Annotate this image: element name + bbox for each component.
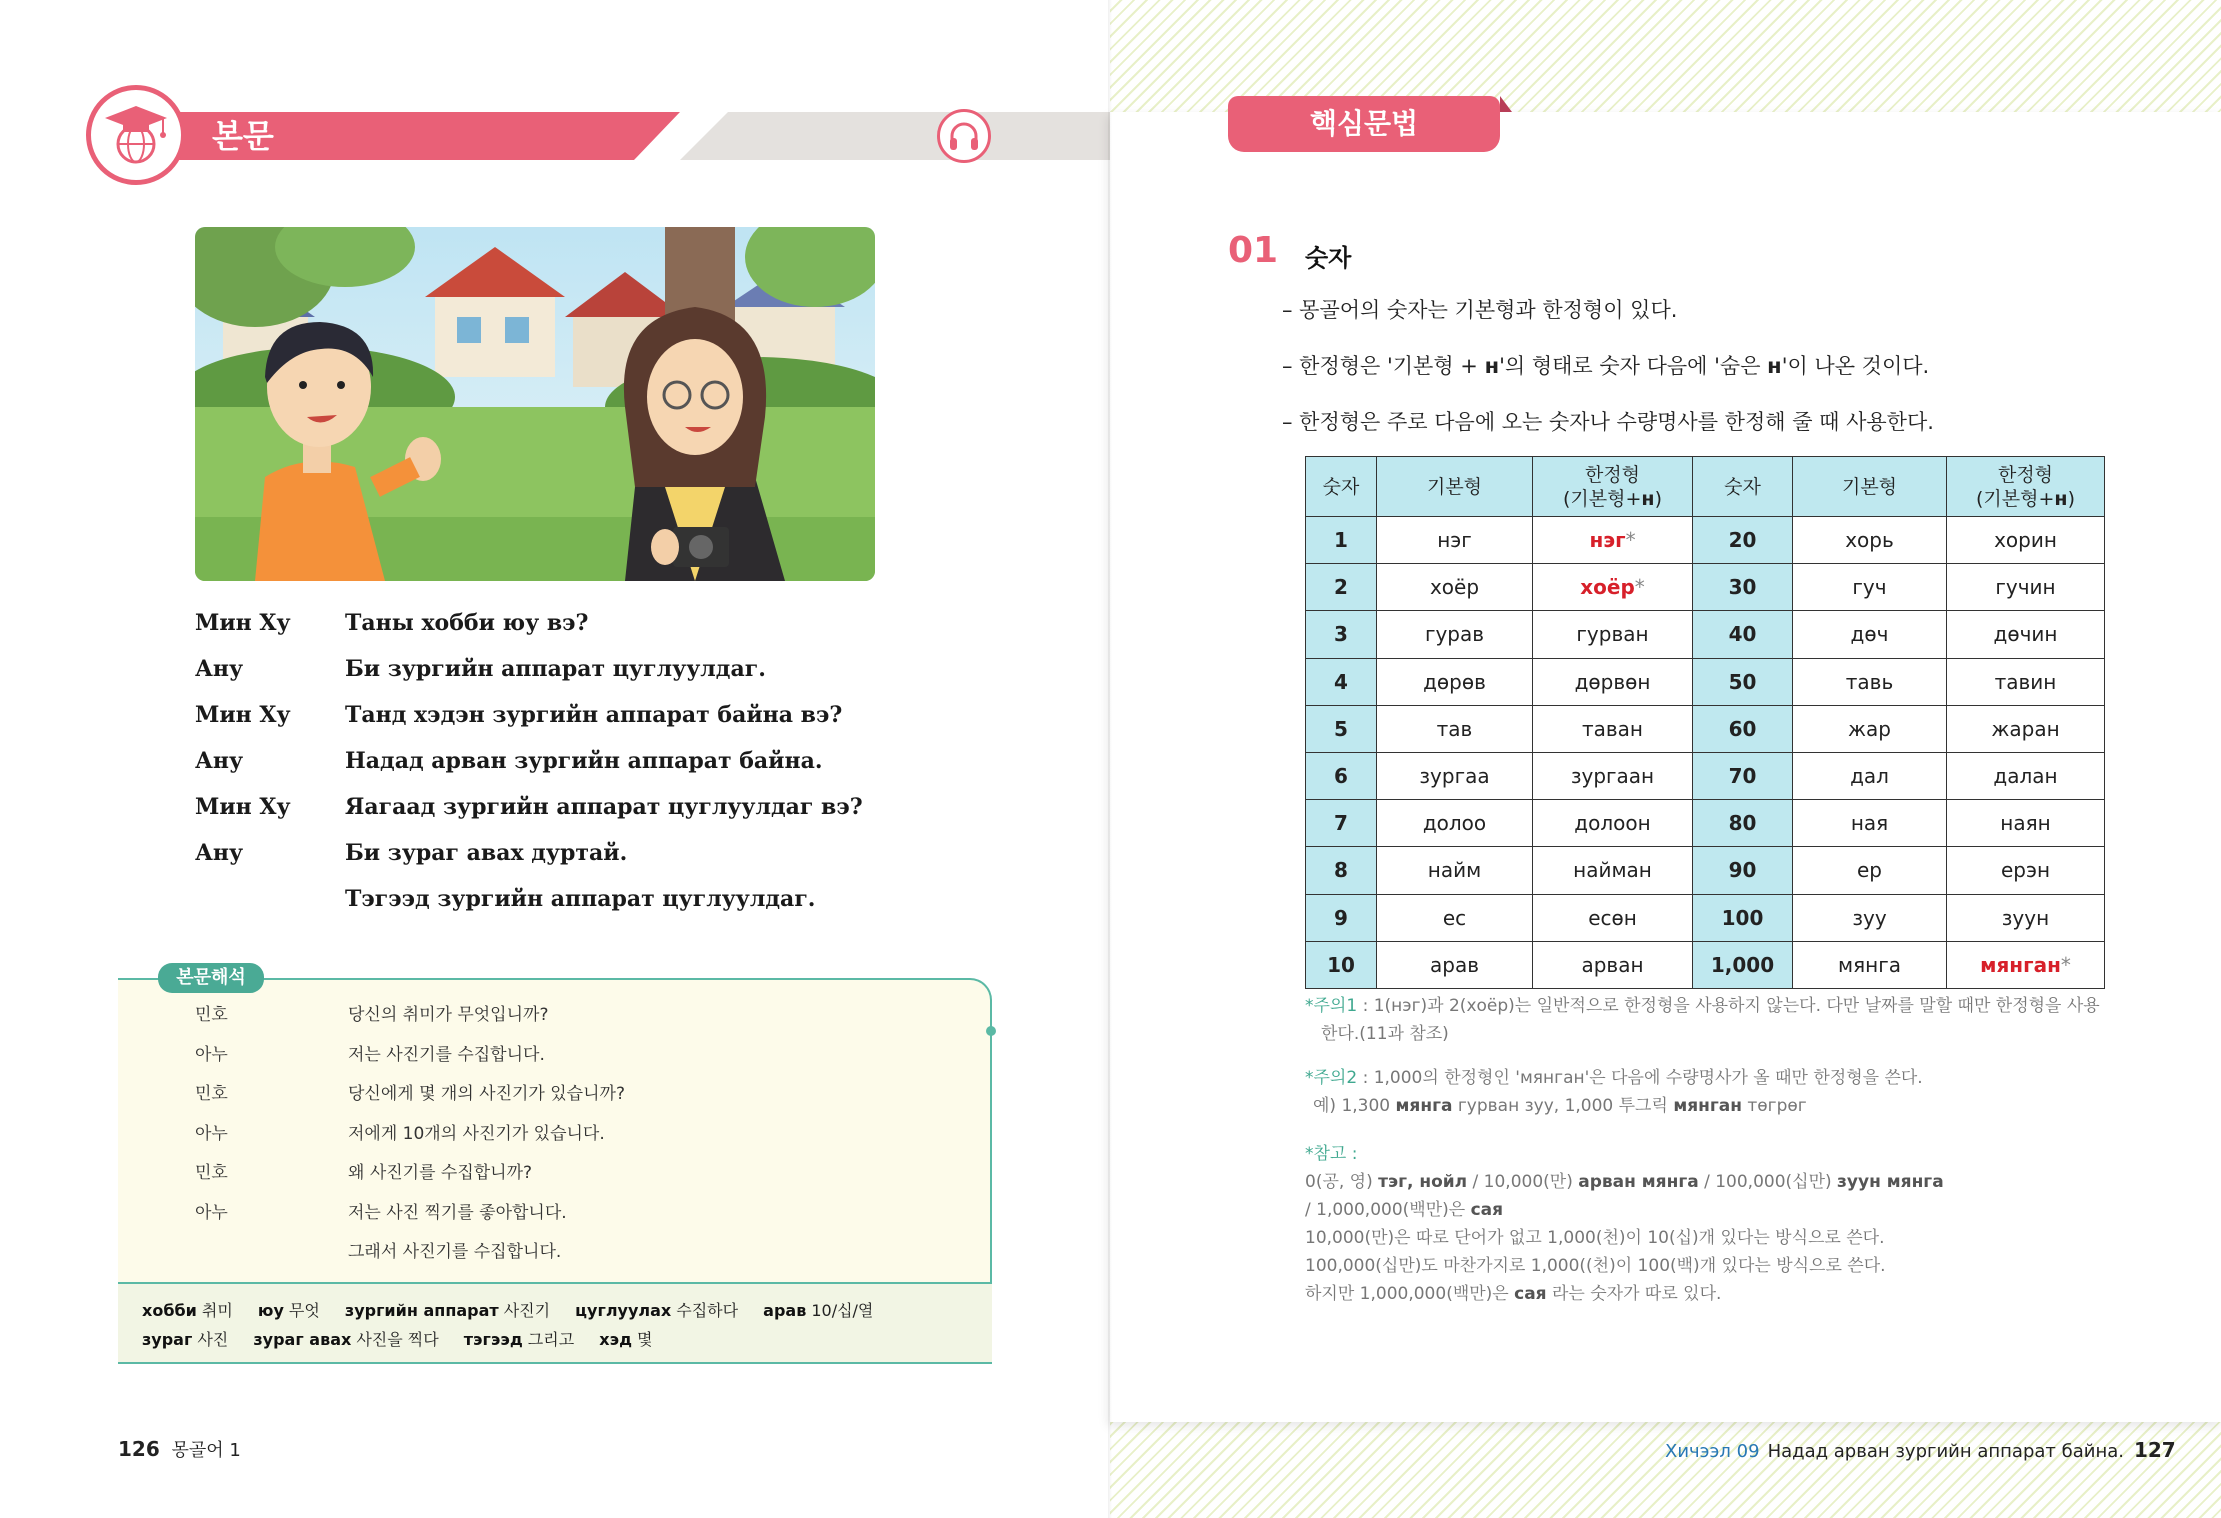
ref-text: / 10,000(만) [1467, 1172, 1579, 1192]
cell-limited: зургаан [1533, 752, 1693, 799]
header-limited-line2 [1976, 488, 2075, 510]
vocab-word: зураг авах [253, 1330, 352, 1349]
cell-limited: есөн [1533, 894, 1693, 941]
translation-row [195, 1036, 975, 1076]
grammar-bullet [1282, 350, 1929, 380]
vocab-item [345, 1301, 550, 1320]
vocab-meaning: 수집하다 [676, 1301, 739, 1320]
cell-limited: далан [1947, 752, 2105, 799]
dialogue-line: Танд хэдэн зургийн аппарат байна вэ? [345, 702, 843, 728]
dialogue-speaker: Мин Ху [195, 794, 291, 820]
reference-note [1305, 1140, 2105, 1308]
note-2-example [1305, 1096, 1807, 1116]
bullet-bold: н [1767, 354, 1782, 378]
cell-number: 70 [1693, 752, 1793, 799]
translation-line: 당신의 취미가 무엇입니까? [348, 1005, 549, 1025]
page-footer-right [1665, 1438, 2176, 1462]
translation-row [195, 996, 975, 1036]
cell-number: 9 [1306, 894, 1377, 941]
banner-gray-strip [680, 112, 1110, 160]
vocab-meaning: 취미 [201, 1301, 233, 1320]
cell-limited-value: хоёр [1580, 575, 1635, 600]
ref-text: 0(공, 영) [1305, 1172, 1379, 1192]
header-limited-post: ) [2067, 487, 2075, 510]
cell-limited: долоон [1533, 800, 1693, 847]
translation-speaker: 민호 [195, 1163, 228, 1183]
dialogue-row [195, 784, 895, 830]
note-2-ex-bold: мянга [1395, 1096, 1453, 1116]
note-2 [1305, 1064, 2105, 1120]
cell-limited: ерэн [1947, 847, 2105, 894]
table-row [1306, 658, 2105, 705]
translation-speaker: 아누 [195, 1202, 228, 1223]
translation-line: 저는 사진 찍기를 좋아합니다. [348, 1202, 567, 1223]
dialogue-line: Таны хобби юу вэ? [345, 610, 589, 636]
vocab-word: зураг [142, 1330, 193, 1349]
table-row [1306, 517, 2105, 564]
ref-text: / 100,000(십만) [1698, 1172, 1838, 1192]
bullet-text: – 몽골어의 숫자는 기본형과 한정형이 있다. [1282, 298, 1678, 322]
vocab-word: тэгээд [463, 1330, 523, 1349]
table-row [1306, 847, 2105, 894]
dialogue-speaker: Мин Ху [195, 610, 291, 636]
cell-number: 3 [1306, 611, 1377, 658]
translation-row [195, 1115, 975, 1155]
header-limited-post: ) [1654, 487, 1662, 510]
cell-number: 4 [1306, 658, 1377, 705]
vocab-meaning: 몇 [637, 1330, 653, 1349]
ref-text: / 1,000,000(백만)은 [1305, 1200, 1471, 1220]
vocab-word: хэд [599, 1330, 632, 1349]
cell-number: 90 [1693, 847, 1793, 894]
vocab-item [142, 1301, 233, 1320]
translation-line: 저에게 10개의 사진기가 있습니다. [348, 1123, 605, 1144]
note-2-ex-bold: мянган [1673, 1096, 1742, 1116]
vocab-item [599, 1330, 652, 1349]
dialogue-line: Би зураг авах дуртай. [345, 840, 628, 866]
vocab-meaning: 사진을 찍다 [356, 1330, 439, 1349]
table-row [1306, 800, 2105, 847]
translation-speaker [195, 1233, 348, 1273]
vocab-item [763, 1301, 873, 1320]
note-2-label: *주의2 [1305, 1068, 1358, 1088]
cell-number: 1,000 [1693, 941, 1793, 988]
cell-base: ная [1793, 800, 1947, 847]
dialogue-speaker: Ану [195, 840, 244, 866]
dialogue-row [195, 692, 895, 738]
dialogue-speaker: Ану [195, 656, 244, 682]
bullet-text: '의 형태로 숫자 다음에 '숨은 [1499, 354, 1768, 378]
section-banner [120, 112, 680, 160]
vocabulary-line [142, 1296, 968, 1325]
cell-base: зургаа [1377, 752, 1533, 799]
dialogue-illustration [195, 227, 875, 581]
header-limited-pre: (기본형+ [1976, 487, 2055, 510]
translation-speaker: 민호 [195, 1005, 228, 1025]
ref-bold: сая [1470, 1200, 1504, 1220]
cell-number: 30 [1693, 564, 1793, 611]
translation-tag: 본문해석 [158, 963, 264, 993]
table-body [1306, 517, 2105, 989]
dialogue-block [195, 600, 895, 922]
vocab-item [142, 1330, 228, 1349]
cell-base: хорь [1793, 517, 1947, 564]
vocab-item [575, 1301, 738, 1320]
vocab-item [253, 1330, 438, 1349]
vocab-word: зургийн аппарат [344, 1301, 499, 1320]
header-base: 기본형 [1793, 457, 1947, 517]
cell-base: дал [1793, 752, 1947, 799]
ref-text: 라는 숫자가 따로 있다. [1546, 1284, 1722, 1304]
translation-line: 당신에게 몇 개의 사진기가 있습니까? [348, 1084, 625, 1104]
vocab-word: цуглуулах [575, 1301, 672, 1320]
vocabulary-line [142, 1325, 968, 1354]
dialogue-row [195, 646, 895, 692]
note-2-text: : 1,000의 한정형인 'мянган'은 다음에 수량명사가 올 때만 한정형을 쓴다. [1357, 1068, 1923, 1088]
cell-base: зуу [1793, 894, 1947, 941]
note-1-text: : 1(нэг)과 2(хоёр)는 일반적으로 한정형을 사용하지 않는다. 다만 날짜를 말할 때만 한정형을 사용 [1357, 996, 2100, 1016]
cell-number: 10 [1306, 941, 1377, 988]
bullet-text: '이 나온 것이다. [1781, 354, 1930, 378]
cell-number: 20 [1693, 517, 1793, 564]
section-number: 01 [1228, 230, 1279, 271]
header-limited [1533, 457, 1693, 517]
translation-line: 저는 사진기를 수집합니다. [348, 1044, 545, 1065]
table-row [1306, 611, 2105, 658]
cell-number: 80 [1693, 800, 1793, 847]
ref-bold: тэг, нойл [1378, 1172, 1468, 1192]
dialogue-line: Яагаад зургийн аппарат цуглуулдаг вэ? [345, 794, 863, 820]
note-1-label: *주의1 [1305, 996, 1358, 1016]
table-row [1306, 705, 2105, 752]
dialogue-row [195, 738, 895, 784]
cell-limited: хорин [1947, 517, 2105, 564]
cell-base: долоо [1377, 800, 1533, 847]
cell-number: 8 [1306, 847, 1377, 894]
cell-base: тав [1377, 705, 1533, 752]
dialogue-line: Би зургийн аппарат цуглуулдаг. [345, 656, 766, 682]
ref-bold: арван мянга [1578, 1172, 1699, 1192]
cell-limited: жаран [1947, 705, 2105, 752]
dialogue-speaker [195, 876, 345, 922]
translation-speaker: 아누 [195, 1044, 228, 1065]
header-limited-pre: (기본형+ [1563, 487, 1642, 510]
core-grammar-tab: 핵심문법 [1228, 96, 1500, 152]
ref-bold: сая [1514, 1284, 1547, 1304]
table-row [1306, 752, 2105, 799]
vocab-meaning: 사진기 [503, 1301, 551, 1320]
note-2-ex-mid: гурван зуу, 1,000 투그릭 [1452, 1096, 1674, 1116]
cell-base: дөч [1793, 611, 1947, 658]
header-limited-line2 [1563, 488, 1662, 510]
book-spine [1108, 0, 1112, 1518]
cell-limited: арван [1533, 941, 1693, 988]
header-number: 숫자 [1693, 457, 1793, 517]
ref-bold: зуун мянга [1837, 1172, 1944, 1192]
asterisk-mark: * [2060, 952, 2071, 977]
note-1 [1305, 992, 2105, 1048]
table-row [1306, 564, 2105, 611]
note-2-ex-post: төгрөг [1741, 1096, 1807, 1116]
cell-limited: гурван [1533, 611, 1693, 658]
header-limited-bold: н [1641, 487, 1655, 510]
vocab-meaning: 10/십/열 [811, 1301, 874, 1320]
translation-row [195, 1233, 975, 1273]
cell-limited [1533, 517, 1693, 564]
header-number: 숫자 [1306, 457, 1377, 517]
vocab-item [258, 1301, 320, 1320]
dialogue-row [195, 830, 895, 876]
vocab-word: арав [763, 1301, 807, 1320]
dialogue-line: Тэгээд зургийн аппарат цуглуулдаг. [345, 886, 816, 912]
note-2-ex-pre: 예) 1,300 [1313, 1096, 1396, 1116]
cell-number: 6 [1306, 752, 1377, 799]
cell-limited: тавин [1947, 658, 2105, 705]
cell-limited: гучин [1947, 564, 2105, 611]
section-title: 숫자 [1305, 244, 1352, 272]
cell-base: нэг [1377, 517, 1533, 564]
bullet-text: – 한정형은 주로 다음에 오는 숫자나 수량명사를 한정해 줄 때 사용한다. [1282, 410, 1934, 434]
cell-limited: зуун [1947, 894, 2105, 941]
cell-base: гурав [1377, 611, 1533, 658]
book-title: 몽골어 1 [171, 1440, 241, 1461]
cell-limited: найман [1533, 847, 1693, 894]
page-footer-left [118, 1436, 241, 1462]
vocabulary-box [118, 1282, 992, 1364]
cell-base: тавь [1793, 658, 1947, 705]
cell-limited: таван [1533, 705, 1693, 752]
grammar-bullet [1282, 406, 1934, 436]
footer-title: Надад арван зургийн аппарат байна. [1767, 1441, 2124, 1462]
page-number-right: 127 [2133, 1438, 2176, 1462]
vocab-meaning: 그리고 [527, 1330, 575, 1349]
cell-number: 5 [1306, 705, 1377, 752]
dialogue-speaker: Ану [195, 748, 244, 774]
bullet-bold: н [1484, 354, 1500, 378]
bullet-text: – 한정형은 '기본형 + [1282, 354, 1485, 378]
cell-limited-value: мянган [1980, 952, 2061, 977]
dialogue-speaker: Мин Ху [195, 702, 291, 728]
dialogue-line: Надад арван зургийн аппарат байна. [345, 748, 823, 774]
ref-text: 하지만 1,000,000(백만)은 [1305, 1284, 1515, 1304]
grammar-bullet [1282, 294, 1677, 324]
cell-limited: наян [1947, 800, 2105, 847]
translation-row [195, 1154, 975, 1194]
cell-base: арав [1377, 941, 1533, 988]
cell-limited-value: нэг [1589, 528, 1626, 553]
translation-speaker: 아누 [195, 1123, 228, 1144]
translation-row [195, 1194, 975, 1234]
cell-base: гуч [1793, 564, 1947, 611]
page-number-left: 126 [118, 1437, 160, 1461]
vocab-word: юу [257, 1301, 284, 1320]
number-table [1305, 456, 2105, 989]
banner-title: 본문 [212, 117, 274, 155]
cell-base: дөрөв [1377, 658, 1533, 705]
vocab-meaning: 사진 [197, 1330, 229, 1349]
cell-number: 40 [1693, 611, 1793, 658]
cell-number: 2 [1306, 564, 1377, 611]
footer-lesson: Хичээл 09 [1665, 1441, 1760, 1462]
graduation-cap-icon [86, 85, 186, 185]
cell-number: 7 [1306, 800, 1377, 847]
cell-number: 100 [1693, 894, 1793, 941]
translation-box-dot [986, 1026, 996, 1036]
translation-row [195, 1075, 975, 1115]
translation-line: 왜 사진기를 수집합니까? [348, 1163, 533, 1183]
header-limited [1947, 457, 2105, 517]
reference-label: *참고 [1305, 1144, 1347, 1164]
reference-colon: : [1346, 1144, 1358, 1164]
left-page [0, 0, 1110, 1518]
cell-base: хоёр [1377, 564, 1533, 611]
cell-base: жар [1793, 705, 1947, 752]
cell-number: 1 [1306, 517, 1377, 564]
translation-rows [195, 996, 975, 1273]
dialogue-row [195, 600, 895, 646]
asterisk-mark: * [1625, 528, 1636, 553]
translation-speaker: 민호 [195, 1084, 228, 1104]
vocab-item [464, 1330, 574, 1349]
cell-limited [1533, 564, 1693, 611]
table-row [1306, 894, 2105, 941]
cell-limited: дөчин [1947, 611, 2105, 658]
table-header-row [1306, 457, 2105, 517]
asterisk-mark: * [1634, 575, 1645, 600]
headphones-icon[interactable] [937, 109, 991, 163]
table-row [1306, 941, 2105, 988]
header-limited-line1: 한정형 [1997, 463, 2054, 486]
header-limited-line1: 한정형 [1584, 463, 1641, 486]
vocab-word: хобби [142, 1301, 197, 1320]
cell-base: ер [1793, 847, 1947, 894]
cell-base: ес [1377, 894, 1533, 941]
ref-text: 10,000(만)은 따로 단어가 없고 1,000(천)이 10(십)개 있다는 방식으로 쓴다. [1305, 1228, 1885, 1248]
dialogue-row [195, 876, 895, 922]
header-base: 기본형 [1377, 457, 1533, 517]
cell-base: найм [1377, 847, 1533, 894]
note-1-text-cont: 한다.(11과 참조) [1321, 1024, 1449, 1044]
vocab-meaning: 무엇 [288, 1301, 320, 1320]
cell-base: мянга [1793, 941, 1947, 988]
cell-number: 50 [1693, 658, 1793, 705]
cell-number: 60 [1693, 705, 1793, 752]
ref-text: 100,000(십만)도 마찬가지로 1,000((천)이 100(백)개 있다는 방식으로 쓴다. [1305, 1256, 1886, 1276]
cell-limited [1947, 941, 2105, 988]
cell-limited: дөрвөн [1533, 658, 1693, 705]
header-limited-bold: н [2054, 487, 2068, 510]
translation-line: 그래서 사진기를 수집합니다. [348, 1242, 562, 1262]
